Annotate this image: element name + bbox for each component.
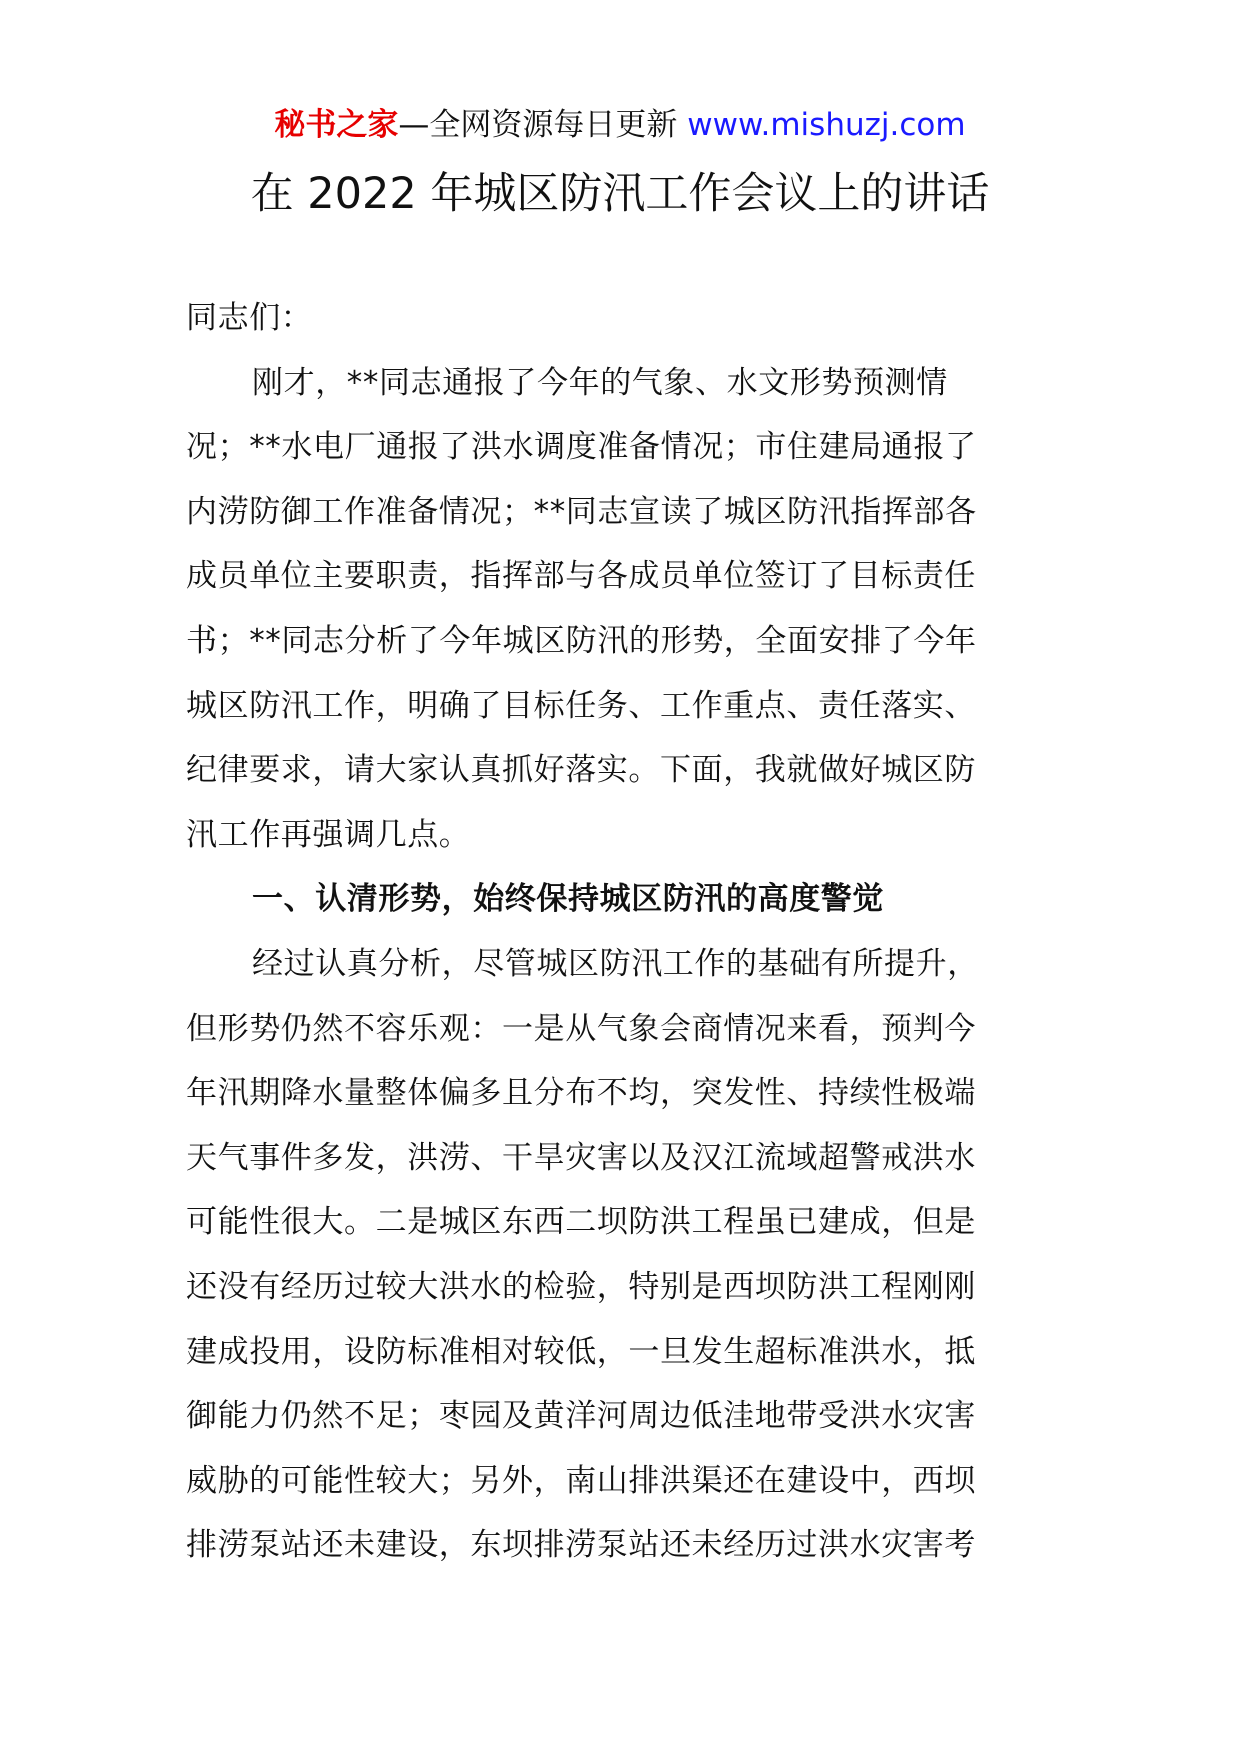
body-line: 汛工作再强调几点。 [186,816,471,853]
body-line: 刚才，**同志通报了今年的气象、水文形势预测情 [252,364,948,401]
body-line: 书；**同志分析了今年城区防汛的形势，全面安排了今年 [186,622,977,659]
body-line: 况；**水电厂通报了洪水调度准备情况；市住建局通报了 [186,429,977,466]
section-heading: 一、认清形势，始终保持城区防汛的高度警觉 [252,881,884,918]
body-line: 纪律要求，请大家认真抓好落实。下面，我就做好城区防 [186,752,976,789]
body-line: 威胁的可能性较大；另外，南山排洪渠还在建设中，西坝 [186,1462,976,1499]
site-url-link[interactable]: www.mishuzj.com [687,107,966,143]
brand-name: 秘书之家 [274,107,399,143]
body-line: 城区防汛工作，明确了目标任务、工作重点、责任落实、 [186,687,976,724]
body-line: 建成投用，设防标准相对较低，一旦发生超标准洪水，抵 [186,1333,976,1370]
site-header [0,103,1240,147]
body-line: 经过认真分析，尽管城区防汛工作的基础有所提升， [252,945,979,982]
document-body [186,286,1056,1578]
body-line: 但形势仍然不容乐观：一是从气象会商情况来看，预判今 [186,1010,976,1047]
document-title: 在 2022 年城区防汛工作会议上的讲话 [250,169,990,219]
body-line: 内涝防御工作准备情况；**同志宣读了城区防汛指挥部各 [186,493,977,530]
header-tagline: —全网资源每日更新 [398,107,688,143]
body-line: 还没有经历过较大洪水的检验，特别是西坝防洪工程刚刚 [186,1268,976,1305]
body-line: 可能性很大。二是城区东西二坝防洪工程虽已建成，但是 [186,1204,976,1241]
body-line: 天气事件多发，洪涝、干旱灾害以及汉江流域超警戒洪水 [186,1139,976,1176]
body-line: 年汛期降水量整体偏多且分布不均，突发性、持续性极端 [186,1075,976,1112]
body-line: 御能力仍然不足；枣园及黄洋河周边低洼地带受洪水灾害 [186,1398,976,1435]
body-line: 排涝泵站还未建设，东坝排涝泵站还未经历过洪水灾害考 [186,1527,976,1564]
salutation-line: 同志们： [186,300,313,336]
body-line: 成员单位主要职责，指挥部与各成员单位签订了目标责任 [186,558,976,595]
